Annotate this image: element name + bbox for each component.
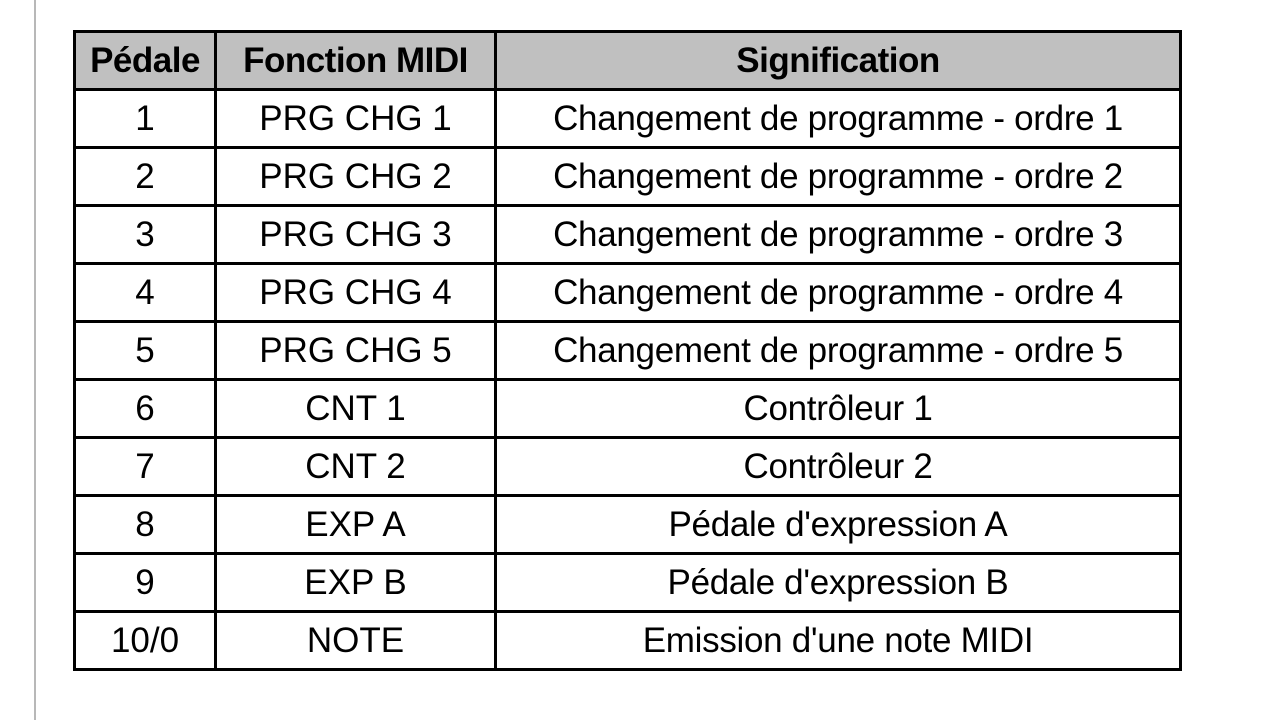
cell-pedale: 5 [75, 322, 216, 380]
table-row [75, 496, 1181, 554]
cell-fonction: PRG CHG 3 [216, 206, 496, 264]
cell-pedale: 2 [75, 148, 216, 206]
cell-fonction: PRG CHG 5 [216, 322, 496, 380]
cell-pedale: 3 [75, 206, 216, 264]
cell-fonction: CNT 1 [216, 380, 496, 438]
cell-pedale: 1 [75, 90, 216, 148]
cell-pedale: 10/0 [75, 612, 216, 670]
cell-fonction: CNT 2 [216, 438, 496, 496]
table-row [75, 322, 1181, 380]
cell-fonction: PRG CHG 1 [216, 90, 496, 148]
cell-signification: Pédale d'expression B [496, 554, 1181, 612]
cell-signification: Contrôleur 1 [496, 380, 1181, 438]
table-header-row [75, 32, 1181, 90]
table-row [75, 206, 1181, 264]
header-pedale: Pédale [75, 32, 216, 90]
cell-signification: Emission d'une note MIDI [496, 612, 1181, 670]
cell-signification: Pédale d'expression A [496, 496, 1181, 554]
cell-pedale: 6 [75, 380, 216, 438]
midi-function-table [73, 30, 1182, 671]
table-row [75, 380, 1181, 438]
header-fonction-midi: Fonction MIDI [216, 32, 496, 90]
cell-signification: Changement de programme - ordre 2 [496, 148, 1181, 206]
table-row [75, 612, 1181, 670]
cell-signification: Contrôleur 2 [496, 438, 1181, 496]
cell-fonction: PRG CHG 4 [216, 264, 496, 322]
table-row [75, 90, 1181, 148]
cell-pedale: 4 [75, 264, 216, 322]
cell-pedale: 8 [75, 496, 216, 554]
cell-signification: Changement de programme - ordre 5 [496, 322, 1181, 380]
header-signification: Signification [496, 32, 1181, 90]
cell-pedale: 9 [75, 554, 216, 612]
table-row [75, 554, 1181, 612]
cell-fonction: EXP A [216, 496, 496, 554]
cell-signification: Changement de programme - ordre 4 [496, 264, 1181, 322]
cell-fonction: PRG CHG 2 [216, 148, 496, 206]
table-row [75, 148, 1181, 206]
table-row [75, 438, 1181, 496]
cell-signification: Changement de programme - ordre 3 [496, 206, 1181, 264]
page-margin-rule [34, 0, 36, 720]
cell-fonction: NOTE [216, 612, 496, 670]
cell-signification: Changement de programme - ordre 1 [496, 90, 1181, 148]
table-row [75, 264, 1181, 322]
cell-fonction: EXP B [216, 554, 496, 612]
cell-pedale: 7 [75, 438, 216, 496]
